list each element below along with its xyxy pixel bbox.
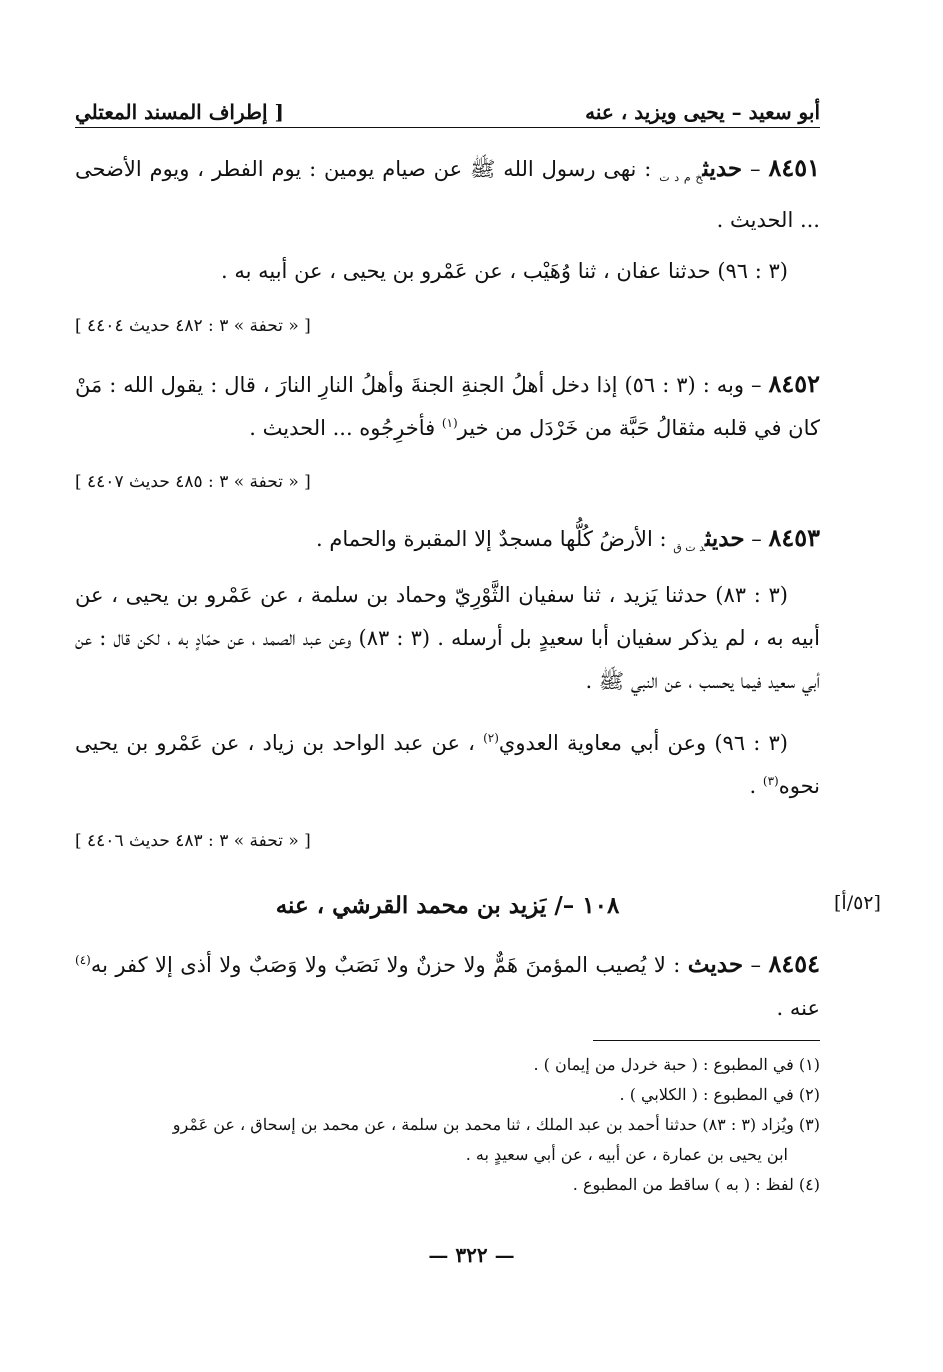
hadith-number: ٨٤٥٢ <box>768 369 820 398</box>
hadith-text: – وبه : (٣ : ٥٦) إذا دخل أهلُ الجنةِ الجنةَ وأهلُ النارِ النارَ ، قال : يقول الله : مَنْ كان في قلبه مثقالُ حَبَّة من خَرْدَل من خير <box>75 373 820 440</box>
header-book-title: [ إطراف المسند المعتلي <box>75 100 284 124</box>
hadith-text-end: فأخرِجُوه ... الحديث . <box>249 416 442 440</box>
footnote-mark: (١) <box>441 416 458 430</box>
dash: – <box>743 953 769 977</box>
header-chapter: أبو سعيد – يحيى ويزيد ، عنه <box>585 100 820 124</box>
hadith-number: ٨٤٥٤ <box>768 949 820 978</box>
footnote-mark: (٤) <box>75 953 91 967</box>
hadith-8451 <box>75 146 820 242</box>
hadith-number: ٨٤٥١ <box>768 153 820 182</box>
manuscript-folio-ref: [٥٢/أ] <box>834 892 881 914</box>
hadith-number: ٨٤٥٣ <box>768 523 820 552</box>
header-rule <box>75 127 820 128</box>
hadith-text-end: عنه . <box>776 996 820 1020</box>
isnad-8453-b: (٣ : ٩٦) وعن أبي معاوية العدوي$^{(٢)}$ ، عن عبد الواحد بن زياد ، عن عَمْرو بن يحيى نحوه$^{(٣)}$ . <box>75 731 820 798</box>
dash: – <box>742 157 769 181</box>
isnad-8451: (٣ : ٩٦) حدثنا عفان ، ثنا وُهَيْب ، عن عَمْرو بن يحيى ، عن أبيه به . <box>220 259 788 283</box>
footnote-mark: (٣) <box>762 774 779 788</box>
footnote-3: (٣) ويُزاد (٣ : ٨٣) حدثنا أحمد بن عبد الملك ، ثنا محمد بن سلمة ، عن محمد بن إسحاق ، عن عَمْرو <box>172 1115 820 1134</box>
footnote-1: (١) في المطبوع : ( حبة خردل من إيمان ) . <box>533 1055 820 1074</box>
footnote-mark: (٢) <box>483 731 499 745</box>
tuhfa-ref-8451: [ « تحفة » ٣ : ٤٨٢ حديث ٤٤٠٤ ] <box>75 316 311 336</box>
hadith-keyword: حديث <box>704 525 745 552</box>
dash: – <box>744 527 769 551</box>
running-header <box>75 94 820 124</box>
tuhfa-ref-8453: [ « تحفة » ٣ : ٤٨٣ حديث ٤٤٠٦ ] <box>75 831 311 851</box>
page-number: — ٣٢٢ — <box>428 1243 515 1267</box>
hadith-8454 <box>75 942 820 1030</box>
footnote-3-continued: ابن يحيى بن عمارة ، عن أبيه ، عن أبي سعيدٍ به . <box>465 1145 788 1164</box>
isnad-8453-a: (٣ : ٨٣) حدثنا يَزيد ، ثنا سفيان الثَّوْرِيّ وحماد بن سلمة ، عن عَمْرو بن يحيى ، عن أبيه به ، لم يذكر سفيان أبا سعيدٍ بل أرسله . (٣ : ٨٣) وعن عبد الصمد ، عن حمّادٍ به ، لكن قال : عن أبي سعيد فيما يحسب ، عن النبي ﷺ . <box>75 583 820 693</box>
tuhfa-ref-8452: [ « تحفة » ٣ : ٤٨٥ حديث ٤٤٠٧ ] <box>75 472 311 492</box>
footnote-2: (٢) في المطبوع : ( الكلابي ) . <box>619 1085 820 1104</box>
sigla: خ م د ت <box>659 171 703 185</box>
hadith-text: : لا يُصيب المؤمنَ هَمٌّ ولا حزنٌ ولا نَصَبٌ ولا وَصَبٌ ولا أذى إلا كفر به <box>90 953 688 977</box>
hadith-text: : نهى رسول الله ﷺ عن صيام يومين : يوم الفطر ، ويوم الأضحى ... الحديث . <box>75 157 820 233</box>
hadith-8453 <box>75 516 820 569</box>
footnotes <box>75 1050 820 1200</box>
hadith-keyword: حديث <box>702 155 743 182</box>
hadith-8452 <box>75 362 820 450</box>
footnote-4: (٤) لفظ : ( به ) ساقط من المطبوع . <box>572 1175 820 1194</box>
footnote-rule <box>593 1040 820 1041</box>
sigla: د ت ق <box>673 541 705 555</box>
hadith-keyword: حديث <box>687 951 744 978</box>
hadith-text: : الأرضُ كُلُّها مسجدٌ إلا المقبرة والحمام . <box>315 527 674 551</box>
section-heading: ١٠٨ –/ يَزيد بن محمد القرشي ، عنه <box>275 892 620 919</box>
